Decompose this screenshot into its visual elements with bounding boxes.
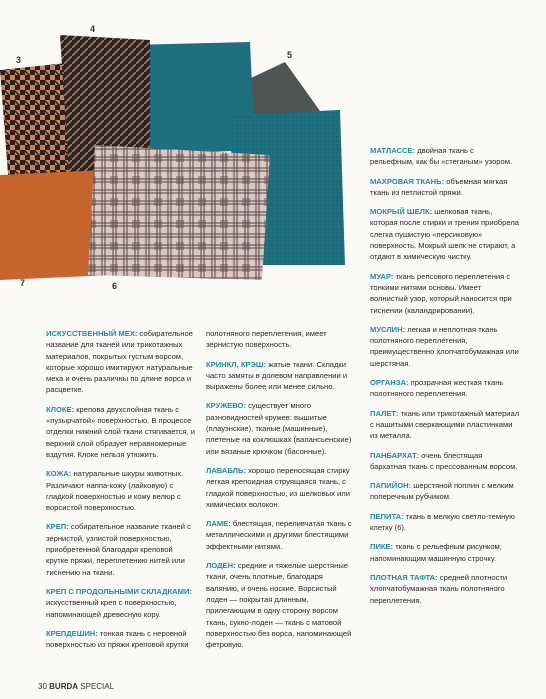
magazine-section: SPECIAL	[80, 682, 115, 691]
column-2	[206, 328, 356, 658]
glossary-entry: ЛАВАБЛЬ: хорошо переносящая стирку легкая крепоидная струящаяся ткань, с гладкой поверхностью, из шелковых или химических волокон.	[206, 465, 350, 509]
glossary-entry: МАХРОВАЯ ТКАНЬ: объемная мягкая ткань из петлистой пряжи.	[370, 176, 508, 197]
glossary-entry: КЛОКЕ: крепова двухслойная ткань с «пузырчатой» поверхностью. В процессе отделки нижний слой ткани стягивается, и верхний слой образует неравномерные вздутия. Клоке нельзя утюжить.	[46, 404, 196, 459]
swatch-glen-plaid	[88, 145, 270, 280]
fabric-swatches-svg	[0, 0, 360, 300]
swatch-number-4: 4	[90, 24, 96, 34]
glossary-entry: КРЕП: собирательное название тканей с зернистой, узлистой поверхностью, приобретенной благодаря креповой крутке пряжи, переплетению нитей или тиснению на ткани.	[46, 522, 191, 577]
glossary-entry: ПЛОТНАЯ ТАФТА: средней плотности хлопчатобумажная ткань полотняного переплетения.	[370, 572, 508, 605]
column-1	[46, 328, 196, 658]
glossary-entry: ПАНБАРХАТ: очень блестящая бархатная ткань с прессованным ворсом.	[370, 450, 518, 471]
glossary-entry: МАТЛАССЕ: двойная ткань с рельефным, как бы «стеганым» узором.	[370, 146, 513, 167]
glossary-entry: КРИНКЛ, КРЭШ: жатые ткани. Складки часто замяты в долевом направлении и выражены более или менее сильно.	[206, 359, 348, 392]
glossary-entry: ПАЛЕТ: ткань или трикотажный материал с нашитыми сверкающими пластинками из металла.	[370, 408, 520, 441]
glossary-entry: ОРГАНЗА: прозрачная жесткая ткань полотняного переплетения.	[370, 378, 504, 399]
swatch-number-7: 7	[20, 278, 26, 288]
glossary-entry: МОКРЫЙ ШЕЛК: шелковая ткань, которая после стирки и трения приобрела слегка пушистую «персиковую» поверхность. Мокрый шелк не стирают, а отдают в химическую чистку.	[370, 207, 519, 262]
glossary-entry: КРЕП С ПРОДОЛЬНЫМИ СКЛАДКАМИ: искусственный креп с поверхностью, напоминающей древесную кору.	[46, 586, 192, 619]
glossary-entry: ПИКЕ: ткань с рельефным рисунком, напоминающим машинную строчку.	[370, 542, 502, 563]
glossary-entry: МУАР: ткань репсового переплетения с тонкими нитями основы. Имеет волнистый узор, который наносится при тиснении (каландрировании).	[370, 271, 512, 315]
glossary-entry: КРЕПДЕШИН: тонкая ткань с неровной поверхностью из пряжи креповой крутки	[46, 628, 189, 650]
glossary-entry: КОЖА: натуральные шкуры животных. Различают наппа-кожу (лайковую) с гладкой поверхностью и кожу велюр с ворсистой поверхностью.	[46, 469, 184, 513]
swatch-number-3: 3	[16, 55, 22, 65]
page-footer	[38, 682, 114, 691]
swatch-number-5: 5	[287, 50, 293, 60]
glossary-entry: ПЕПИТА: ткань в мелкую светло-темную клетку (6).	[370, 511, 515, 533]
glossary-entry: ПАПИЙОН: шерстяной поплин с мелким поперечным рубчиком.	[370, 481, 514, 502]
glossary-entry: МУСЛИН: легкая и неплотная ткань полотняного переплетения, преимущественно хлопчатобумажная или шерстяная.	[370, 324, 519, 368]
glossary-entry: ЛАМЕ: блестящая, переливчатая ткань с металлическими и другими блестящими эффектными нитями.	[206, 519, 352, 551]
glossary-entry: полотняного переплетения, имеет зернистую поверхность.	[206, 329, 327, 350]
glossary-entry: ИСКУССТВЕННЫЙ МЕХ: собирательное название для тканей или трикотажных материалов, покрытых густым ворсом, которые хорошо имитируют натуральные меха и очень различны по длине ворса и расцветке.	[46, 329, 193, 395]
column-3	[370, 145, 520, 614]
magazine-brand: BURDA	[49, 682, 79, 691]
swatch-number-6: 6	[112, 281, 118, 291]
glossary-entry: КРУЖЕВО: существует много разновидностей кружев: вышитые (плауэнские), тканые (машинные), плетеные на коклюшках (валансьенские) или вязаные крючком (басонные).	[206, 401, 352, 456]
glossary-entry: ЛОДЕН: средние и тяжелые шерстяные ткани, очень плотные, благодаря валянию, и очень ноские. Ворсистый лоден — покрытая длинным, прилегающим в одну сторону ворсом ткань, сукно-лоден — ткань с матовой поверхностью без ворса, напоминающей фетровую.	[206, 561, 352, 650]
fabric-swatches-photo	[0, 0, 360, 300]
page-number: 30	[38, 682, 47, 691]
